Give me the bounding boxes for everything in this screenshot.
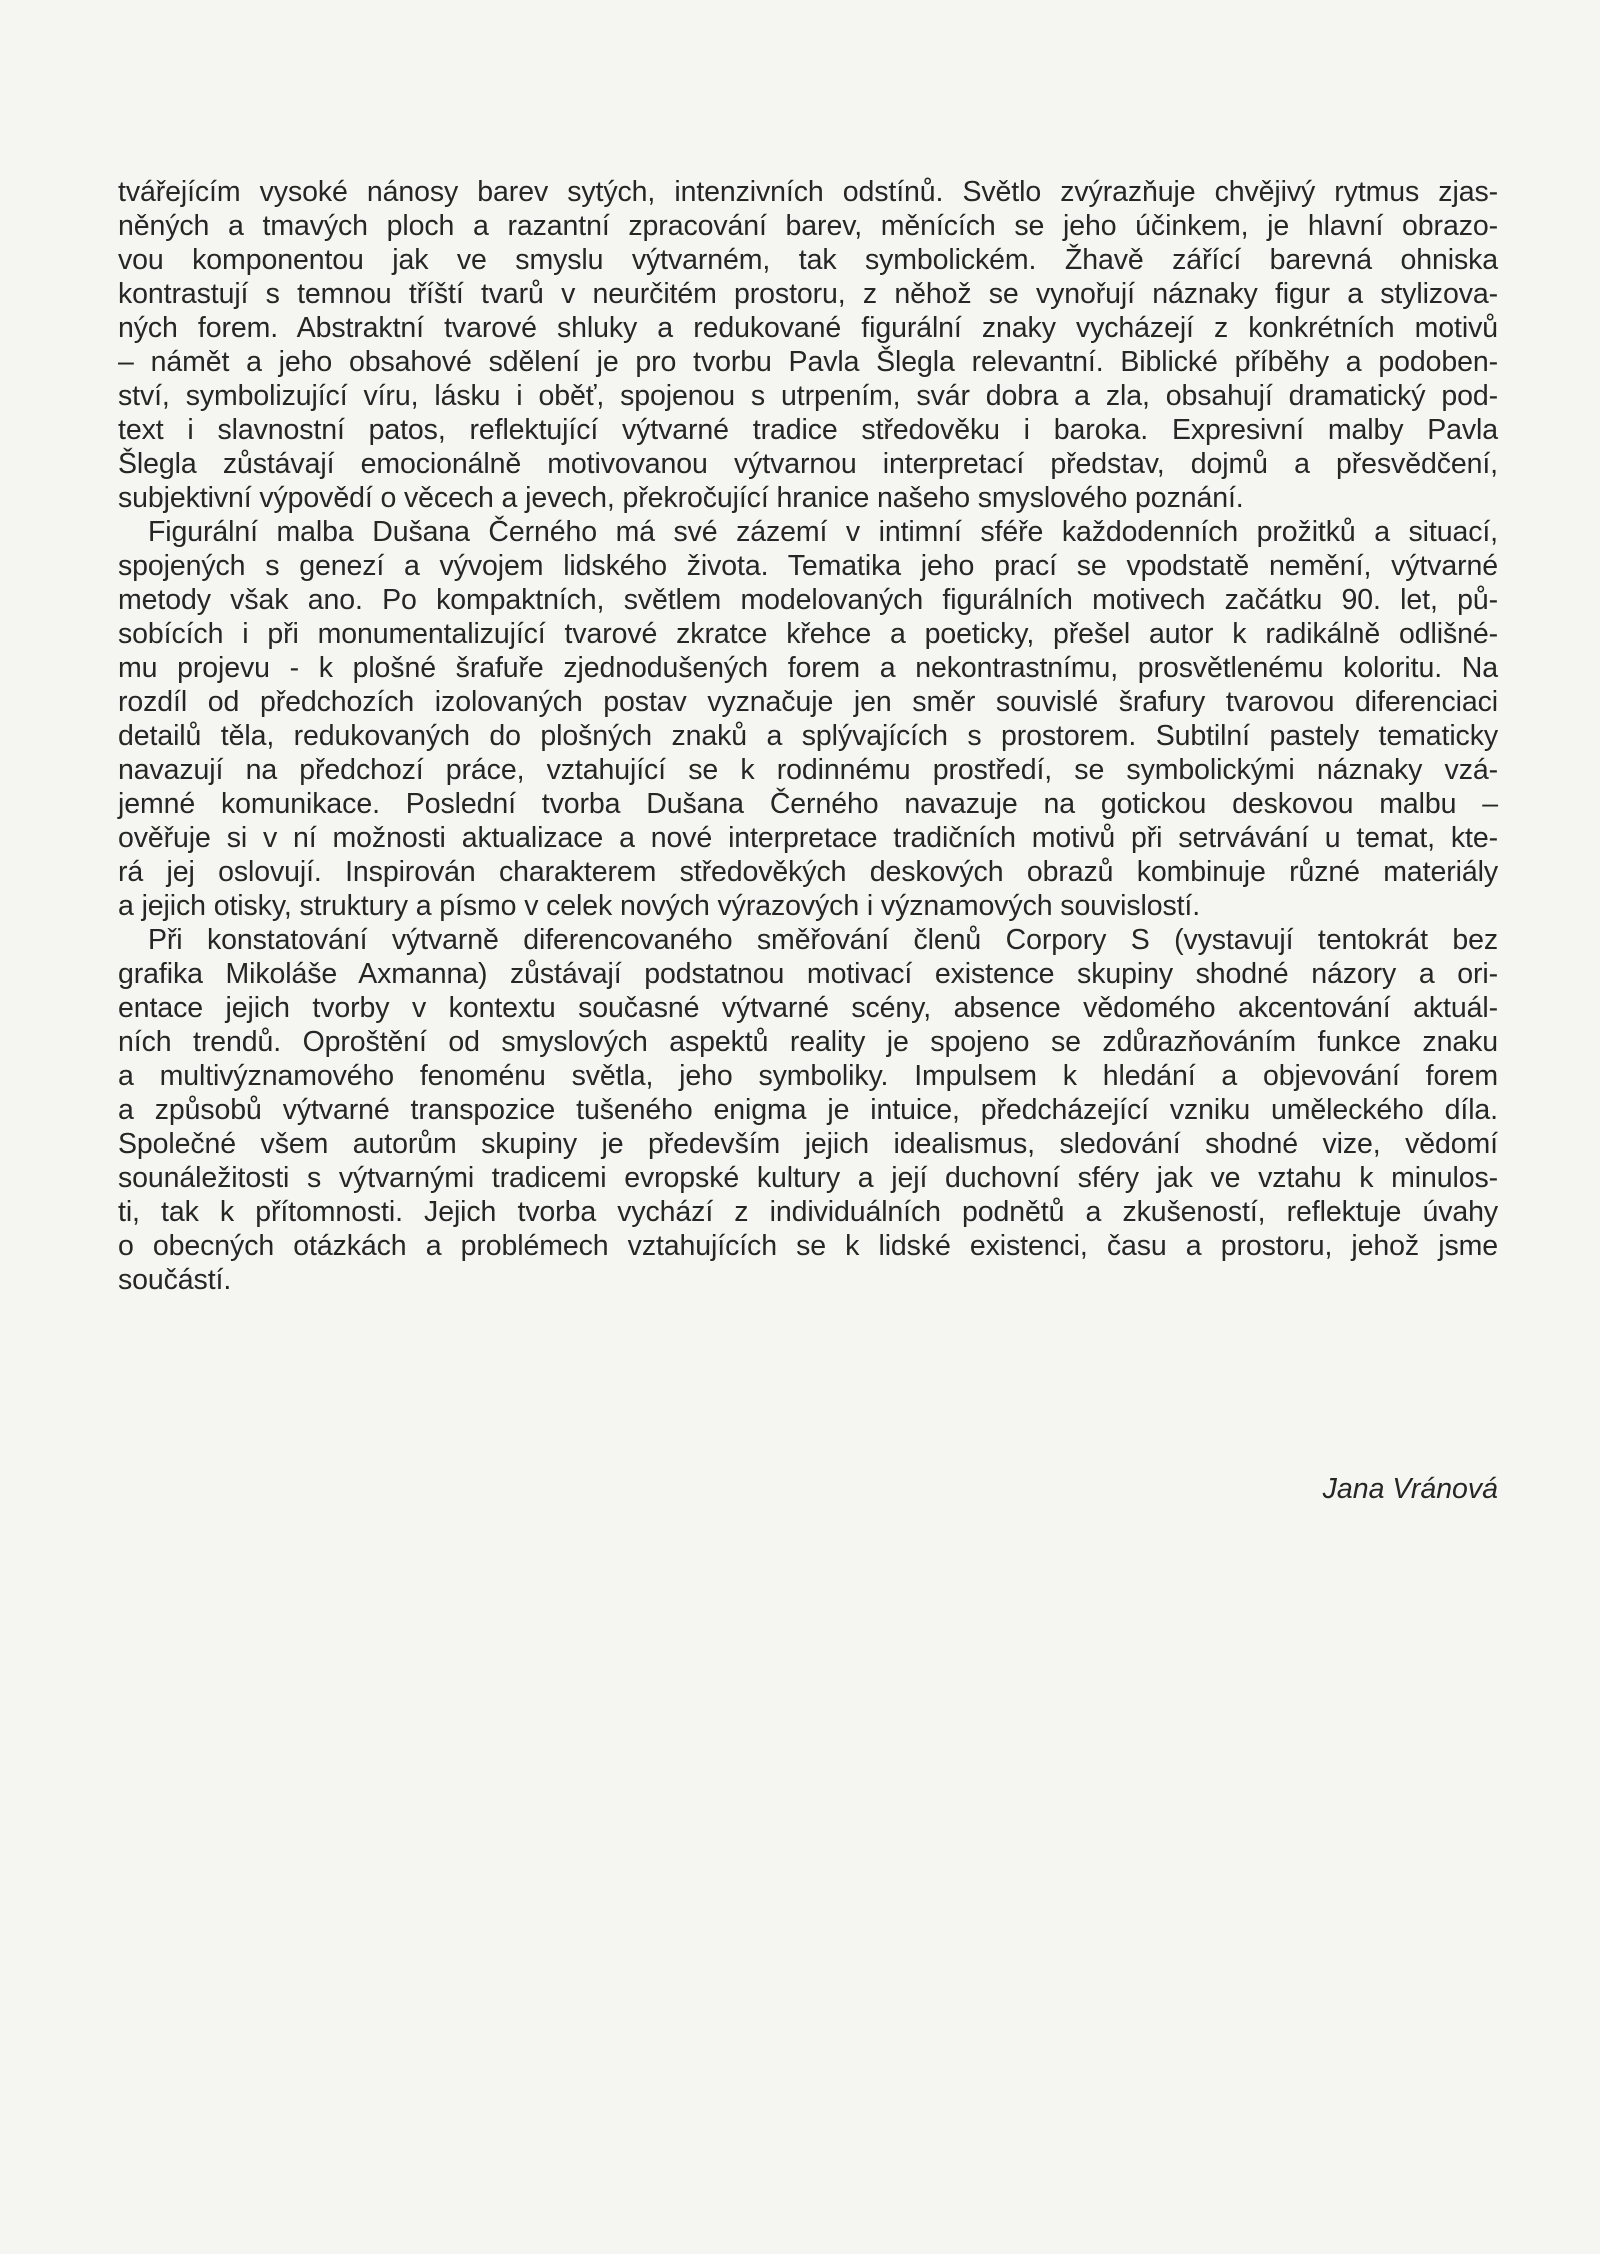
text-line: jemné komunikace. Poslední tvorba Dušana Černého navazuje na gotickou deskovou malbu – bbox=[118, 788, 1498, 820]
text-line: Při konstatování výtvarně diferencovaného směřování členů Corpory S (vystavují tentokrát bez bbox=[148, 924, 1498, 956]
author-signature: Jana Vránová bbox=[1322, 1473, 1498, 1505]
text-line: navazují na předchozí práce, vztahující se k rodinnému prostředí, se symbolickými náznaky vzá- bbox=[118, 754, 1498, 786]
text-line: něných a tmavých ploch a razantní zpracování barev, měnících se jeho účinkem, je hlavní obrazo- bbox=[118, 210, 1498, 242]
text-line: součástí. bbox=[118, 1264, 232, 1296]
text-line: spojených s genezí a vývojem lidského života. Tematika jeho prací se vpodstatě nemění, výtvarné bbox=[118, 550, 1498, 582]
text-line: Společné všem autorům skupiny je především jejich idealismus, sledování shodné vize, vědomí bbox=[118, 1128, 1498, 1160]
text-line: entace jejich tvorby v kontextu současné výtvarné scény, absence vědomého akcentování aktuál- bbox=[118, 992, 1498, 1024]
text-line: mu projevu - k plošné šrafuře zjednodušených forem a nekontrastnímu, prosvětlenému koloritu. Na bbox=[118, 652, 1498, 684]
text-line: a způsobů výtvarné transpozice tušeného enigma je intuice, předcházející vzniku uměleckého díla. bbox=[118, 1094, 1498, 1126]
text-line: ních trendů. Oproštění od smyslových aspektů reality je spojeno se zdůrazňováním funkce znaku bbox=[118, 1026, 1498, 1058]
text-line: Šlegla zůstávají emocionálně motivovanou výtvarnou interpretací představ, dojmů a přesvědčení, bbox=[118, 448, 1498, 480]
text-line: text i slavnostní patos, reflektující výtvarné tradice středověku i baroka. Expresivní malby Pavla bbox=[118, 414, 1498, 446]
text-line: o obecných otázkách a problémech vztahujících se k lidské existenci, času a prostoru, jehož jsme bbox=[118, 1230, 1498, 1262]
text-line: subjektivní výpovědí o věcech a jevech, překročující hranice našeho smyslového poznání. bbox=[118, 482, 1244, 514]
text-line: a multivýznamového fenoménu světla, jeho symboliky. Impulsem k hledání a objevování forem bbox=[118, 1060, 1498, 1092]
text-line: sounáležitosti s výtvarnými tradicemi evropské kultury a její duchovní sféry jak ve vztahu k minulos- bbox=[118, 1162, 1498, 1194]
text-line: kontrastují s temnou tříští tvarů v neurčitém prostoru, z něhož se vynořují náznaky figur a stylizova- bbox=[118, 278, 1498, 310]
body-text bbox=[118, 175, 1498, 1297]
text-line: ných forem. Abstraktní tvarové shluky a redukované figurální znaky vycházejí z konkrétních motivů bbox=[118, 312, 1498, 344]
text-line: ověřuje si v ní možnosti aktualizace a nové interpretace tradičních motivů při setrvávání u temat, kte- bbox=[118, 822, 1498, 854]
text-line: detailů těla, redukovaných do plošných znaků a splývajících s prostorem. Subtilní pastely tematicky bbox=[118, 720, 1498, 752]
text-line: rozdíl od předchozích izolovaných postav vyznačuje jen směr souvislé šrafury tvarovou diferenciaci bbox=[118, 686, 1498, 718]
text-line: sobících i při monumentalizující tvarové zkratce křehce a poeticky, přešel autor k radikálně odlišné- bbox=[118, 618, 1498, 650]
text-line: metody však ano. Po kompaktních, světlem modelovaných figurálních motivech začátku 90. let, pů- bbox=[118, 584, 1498, 616]
text-line: – námět a jeho obsahové sdělení je pro tvorbu Pavla Šlegla relevantní. Biblické příběhy a podoben- bbox=[118, 346, 1498, 378]
text-line: ti, tak k přítomnosti. Jejich tvorba vychází z individuálních podnětů a zkušeností, reflektuje úvahy bbox=[118, 1196, 1498, 1228]
text-line: a jejich otisky, struktury a písmo v celek nových výrazových i významových souvislostí. bbox=[118, 890, 1201, 922]
text-line: Figurální malba Dušana Černého má své zázemí v intimní sféře každodenních prožitků a situací, bbox=[148, 516, 1498, 548]
text-line: vou komponentou jak ve smyslu výtvarném, tak symbolickém. Žhavě zářící barevná ohniska bbox=[118, 244, 1498, 276]
text-line: rá jej oslovují. Inspirován charakterem středověkých deskových obrazů kombinuje různé materiály bbox=[118, 856, 1498, 888]
text-line: ství, symbolizující víru, lásku i oběť, spojenou s utrpením, svár dobra a zla, obsahují dramatický pod- bbox=[118, 380, 1498, 412]
text-line: grafika Mikoláše Axmanna) zůstávají podstatnou motivací existence skupiny shodné názory a ori- bbox=[118, 958, 1498, 990]
text-line: tvářejícím vysoké nánosy barev sytých, intenzivních odstínů. Světlo zvýrazňuje chvějivý rytmus zjas- bbox=[118, 176, 1498, 208]
